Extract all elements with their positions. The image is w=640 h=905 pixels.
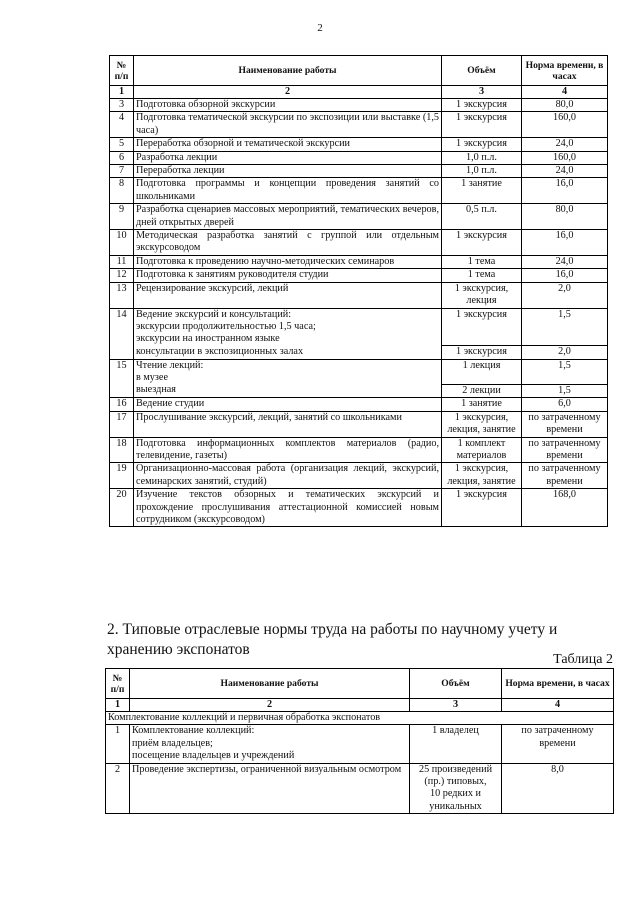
cell-line: 1 занятие <box>461 178 502 190</box>
table-row <box>110 346 608 359</box>
cell-norm <box>522 230 608 256</box>
cell-line: 1 занятие <box>461 398 502 410</box>
cell-line: 1 экскурсия, <box>454 463 509 475</box>
cell-line: 1,0 п.л. <box>466 151 497 163</box>
cell-volume: 1 экскурсия <box>442 308 522 346</box>
cell-norm: 2,0 <box>522 346 608 359</box>
cell-line: 1 тема <box>467 269 496 281</box>
cell-norm <box>522 269 608 282</box>
cell-line: приём владельцев; <box>132 737 213 749</box>
header-volume: Объём <box>410 669 502 699</box>
cell-no: 12 <box>110 269 134 282</box>
cell-norm <box>522 411 608 437</box>
cell-line: Разработка сценариев массовых мероприятий, тематических вечеров, дней открытых дверей <box>136 204 439 228</box>
cell-line: 1 экскурсия <box>456 112 507 124</box>
cell-line: 1 экскурсия <box>456 99 507 110</box>
header-norm: Норма времени, в часах <box>502 669 614 699</box>
cell-volume <box>410 763 502 814</box>
cell-volume <box>442 112 522 138</box>
cell-line: по затраченному <box>528 463 601 475</box>
table-row <box>110 437 608 463</box>
table-row <box>110 308 608 346</box>
cell-volume <box>442 398 522 411</box>
cell-line: в музее <box>136 372 168 384</box>
page-number: 2 <box>317 22 323 34</box>
cell-norm <box>522 165 608 178</box>
cell-line: 8,0 <box>551 763 564 775</box>
cell-line: 80,0 <box>555 204 574 216</box>
cell-norm <box>522 437 608 463</box>
cell-line: 6,0 <box>558 398 571 410</box>
cell-no: 14 <box>110 308 134 359</box>
cell-no: 7 <box>110 165 134 178</box>
cell-no: 8 <box>110 178 134 204</box>
cell-line: экскурсии на иностранном языке <box>136 333 280 345</box>
table-row <box>110 255 608 268</box>
col-number: 1 <box>106 699 130 712</box>
table-row <box>110 463 608 489</box>
table-row <box>110 112 608 138</box>
cell-line: 1 экскурсия, <box>454 411 509 423</box>
cell-norm <box>522 398 608 411</box>
header-name: Наименование работы <box>130 669 410 699</box>
cell-volume <box>442 282 522 308</box>
cell-norm <box>522 178 608 204</box>
cell-line: 24,0 <box>555 165 574 177</box>
cell-line: Ведение экскурсий и консультаций: <box>136 308 292 320</box>
table-row <box>106 763 614 814</box>
col-number: 3 <box>442 86 522 99</box>
cell-line: Подготовка информационных комплектов материалов (радио, телевидение, газеты) <box>136 437 439 461</box>
section-row <box>106 712 614 725</box>
cell-line: 25 произведений <box>418 763 493 775</box>
cell-line: Подготовка к занятиям руководителя студии <box>136 269 329 281</box>
cell-line: Подготовка обзорной экскурсии <box>136 99 276 110</box>
col-number: 3 <box>410 699 502 712</box>
section-heading-line: хранению экспонатов <box>107 641 250 658</box>
cell-name <box>134 359 442 384</box>
section-row-label: Комплектование коллекций и первичная обработка экспонатов <box>106 712 614 725</box>
section-heading-line: 2. Типовые отраслевые нормы труда на работы по научному учету и <box>107 621 558 638</box>
cell-no: 20 <box>110 489 134 527</box>
cell-line: Прослушивание экскурсий, лекций, занятий со школьниками <box>136 411 402 423</box>
cell-no: 16 <box>110 398 134 411</box>
cell-line: времени <box>546 449 583 461</box>
cell-name <box>134 437 442 463</box>
cell-norm <box>522 463 608 489</box>
cell-line: 0,5 п.л. <box>466 204 497 216</box>
cell-no: 18 <box>110 437 134 463</box>
cell-line: 80,0 <box>555 99 574 110</box>
cell-line: Методическая разработка занятий с группой или отдельным экскурсоводом <box>136 230 439 254</box>
row-15-group <box>110 359 608 398</box>
cell-volume <box>442 463 522 489</box>
cell-line: Подготовка к проведению научно-методических семинаров <box>136 255 395 267</box>
cell-line: 16,0 <box>555 178 574 190</box>
cell-norm <box>522 204 608 230</box>
cell-name <box>134 411 442 437</box>
cell-name: консультации в экспозиционных залах <box>134 346 442 359</box>
cell-line: уникальных <box>429 800 482 812</box>
cell-name <box>134 151 442 164</box>
column-numbers-row <box>110 86 608 99</box>
cell-volume: 1 экскурсия <box>442 346 522 359</box>
table-row <box>110 359 608 384</box>
cell-volume: 2 лекции <box>442 384 522 397</box>
cell-norm: 1,5 <box>522 384 608 397</box>
cell-norm <box>502 763 614 814</box>
header-norm: Норма времени, в часах <box>522 56 608 86</box>
cell-name <box>134 99 442 112</box>
cell-line: Переработка обзорной и тематической экскурсии <box>136 138 351 150</box>
table-row <box>110 411 608 437</box>
col-number: 4 <box>502 699 614 712</box>
cell-name <box>130 725 410 763</box>
table-row <box>110 398 608 411</box>
cell-no: 6 <box>110 151 134 164</box>
cell-norm <box>522 282 608 308</box>
cell-line: 2,0 <box>558 282 571 294</box>
cell-volume <box>410 725 502 763</box>
cell-no: 17 <box>110 411 134 437</box>
cell-line: Ведение студии <box>136 398 205 410</box>
cell-no: 15 <box>110 359 134 398</box>
cell-volume <box>442 230 522 256</box>
cell-line: 1 экскурсия <box>456 489 507 501</box>
cell-no: 9 <box>110 204 134 230</box>
table-caption: Таблица 2 <box>553 652 613 667</box>
cell-name <box>134 138 442 151</box>
cell-no: 13 <box>110 282 134 308</box>
cell-name <box>134 165 442 178</box>
cell-volume <box>442 165 522 178</box>
col-number: 4 <box>522 86 608 99</box>
col-number: 1 <box>110 86 134 99</box>
cell-line: экскурсии продолжительностью 1,5 часа; <box>136 320 316 332</box>
cell-line: Комплектование коллекций: <box>132 725 255 737</box>
cell-line: Чтение лекций: <box>136 359 204 371</box>
table-row <box>110 282 608 308</box>
row-14-group <box>110 308 608 359</box>
table-row <box>110 489 608 527</box>
cell-name <box>134 398 442 411</box>
section-heading <box>107 620 617 660</box>
cell-volume <box>442 151 522 164</box>
cell-line: по затраченному <box>528 437 601 449</box>
cell-line: 24,0 <box>555 138 574 150</box>
header-no: № п/п <box>110 56 134 86</box>
cell-line: (пр.) типовых, <box>424 776 487 788</box>
cell-line: 1 экскурсия <box>456 230 507 242</box>
cell-line: 160,0 <box>553 112 576 124</box>
norms-table-1 <box>109 55 608 527</box>
cell-line: 1 тема <box>467 255 496 267</box>
cell-line: 1,0 п.л. <box>466 165 497 177</box>
cell-norm <box>502 725 614 763</box>
cell-norm <box>522 112 608 138</box>
table-row <box>110 384 608 397</box>
cell-norm: 1,5 <box>522 359 608 384</box>
cell-line: времени <box>539 737 576 749</box>
cell-line: 16,0 <box>555 269 574 281</box>
cell-volume <box>442 255 522 268</box>
table-row <box>110 151 608 164</box>
header-volume: Объём <box>442 56 522 86</box>
cell-name <box>134 255 442 268</box>
cell-volume <box>442 178 522 204</box>
cell-line: Подготовка программы и концепции проведения занятий со школьниками <box>136 178 439 202</box>
table-row <box>110 178 608 204</box>
cell-name: выездная <box>134 384 442 397</box>
cell-volume <box>442 204 522 230</box>
cell-no: 10 <box>110 230 134 256</box>
cell-line: 1 экскурсия, <box>454 282 509 294</box>
cell-line: Рецензирование экскурсий, лекций <box>136 282 289 294</box>
cell-line: материалов <box>456 449 507 461</box>
cell-name <box>134 204 442 230</box>
table-row <box>110 99 608 112</box>
cell-name <box>130 763 410 814</box>
cell-name <box>134 269 442 282</box>
column-numbers-row <box>106 699 614 712</box>
cell-line: 1 экскурсия <box>456 138 507 150</box>
cell-no: 5 <box>110 138 134 151</box>
cell-name <box>134 463 442 489</box>
cell-line: времени <box>546 424 583 436</box>
cell-line: по затраченному <box>521 725 594 737</box>
table-row <box>110 269 608 282</box>
cell-no: 4 <box>110 112 134 138</box>
cell-name <box>134 489 442 527</box>
cell-no: 2 <box>106 763 130 814</box>
norms-table-2 <box>105 668 614 814</box>
table-row <box>110 165 608 178</box>
cell-line: 1 комплект <box>457 437 506 449</box>
cell-line: Проведение экспертизы, ограниченной визуальным осмотром <box>132 763 402 775</box>
cell-name <box>134 230 442 256</box>
cell-norm: 1,5 <box>522 308 608 346</box>
cell-norm <box>522 489 608 527</box>
col-number: 2 <box>134 86 442 99</box>
table-row <box>106 725 614 763</box>
cell-line: 24,0 <box>555 255 574 267</box>
cell-volume <box>442 138 522 151</box>
header-no: № п/п <box>106 669 130 699</box>
cell-line: лекция <box>466 295 497 307</box>
cell-volume <box>442 411 522 437</box>
cell-line: 168,0 <box>553 489 576 501</box>
cell-line: Разработка лекции <box>136 151 218 163</box>
cell-norm <box>522 151 608 164</box>
cell-volume: 1 лекция <box>442 359 522 384</box>
cell-line: 16,0 <box>555 230 574 242</box>
cell-line: по затраченному <box>528 411 601 423</box>
cell-line: лекция, занятие <box>447 475 516 487</box>
cell-line: 160,0 <box>553 151 576 163</box>
table-row <box>110 230 608 256</box>
cell-volume <box>442 437 522 463</box>
header-name: Наименование работы <box>134 56 442 86</box>
cell-norm <box>522 255 608 268</box>
cell-norm <box>522 99 608 112</box>
cell-name <box>134 178 442 204</box>
cell-name <box>134 112 442 138</box>
cell-volume <box>442 489 522 527</box>
cell-no: 3 <box>110 99 134 112</box>
cell-line: 10 редких и <box>430 788 481 800</box>
cell-line: 1 владелец <box>432 725 479 737</box>
cell-line: времени <box>546 475 583 487</box>
table-row <box>110 138 608 151</box>
cell-name <box>134 308 442 346</box>
cell-line: посещение владельцев и учреждений <box>132 750 295 762</box>
cell-no: 1 <box>106 725 130 763</box>
cell-volume <box>442 269 522 282</box>
cell-line: лекция, занятие <box>447 424 516 436</box>
cell-norm <box>522 138 608 151</box>
col-number: 2 <box>130 699 410 712</box>
cell-line: Организационно-массовая работа (организация лекций, экскурсий, семинарских занятий, студий) <box>136 463 439 487</box>
cell-no: 19 <box>110 463 134 489</box>
cell-no: 11 <box>110 255 134 268</box>
cell-line: Изучение текстов обзорных и тематических экскурсий и прохождение прослушивания аттестационной комиссией новым сотрудником (экскурсоводом) <box>136 489 439 525</box>
cell-volume <box>442 99 522 112</box>
cell-line: Подготовка тематической экскурсии по экспозиции или выставке (1,5 часа) <box>136 112 439 136</box>
cell-line: Переработка лекции <box>136 165 225 177</box>
cell-name <box>134 282 442 308</box>
table-row <box>110 204 608 230</box>
